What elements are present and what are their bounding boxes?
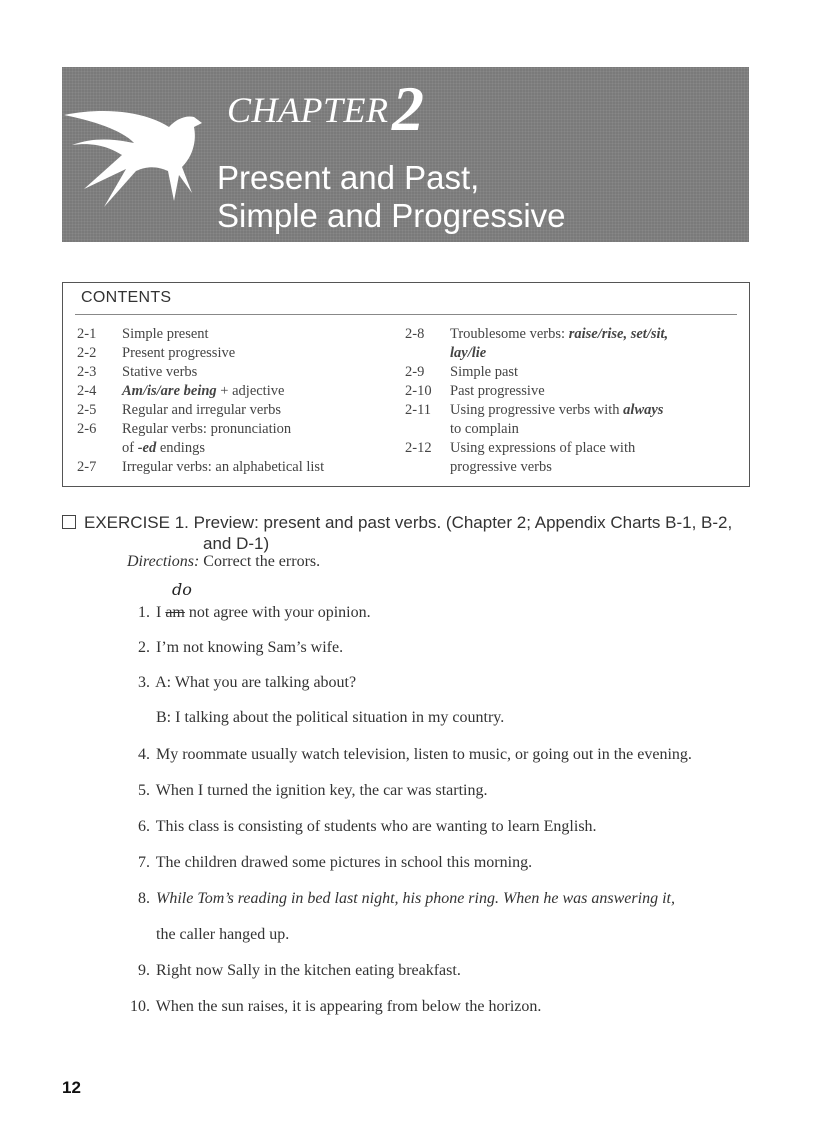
toc-title-emphasis: always — [623, 402, 664, 418]
item-text: This class is consisting of students who are wanting to learn English. — [155, 818, 597, 835]
toc-item — [405, 401, 745, 420]
item-text: The children drawed some pictures in school this morning. — [155, 854, 533, 871]
item-number: 5. — [138, 782, 150, 799]
item-number: 10. — [130, 998, 150, 1015]
toc-item — [77, 382, 397, 401]
item-number: 2. — [138, 639, 150, 656]
item-number: 6. — [138, 818, 150, 835]
chapter-number: 2 — [392, 73, 424, 144]
toc-title-emphasis: lay/lie — [450, 345, 487, 361]
page-number: 12 — [62, 1078, 81, 1097]
exercise-title: Preview: present and past verbs. (Chapter 2; Appendix Charts B-1, B-2, — [193, 513, 733, 532]
toc-number: 2-10 — [405, 383, 432, 399]
exercise-item — [112, 890, 675, 908]
toc-number: 2-11 — [405, 402, 432, 418]
exercise-item — [112, 674, 356, 692]
toc-title-emphasis: Am/is/are being — [122, 383, 217, 399]
toc-item-continuation — [405, 344, 745, 363]
chapter-label: CHAPTER — [227, 90, 389, 130]
exercise-directions — [127, 553, 320, 571]
item-text: Right now Sally in the kitchen eating breakfast. — [156, 962, 461, 979]
toc-item-continuation — [405, 458, 745, 477]
item-text: A: What you are talking about? — [155, 674, 357, 691]
toc-number: 2-6 — [77, 421, 97, 437]
exercise-item — [112, 709, 504, 727]
toc-number: 2-2 — [77, 345, 97, 361]
toc-title-emphasis: -ed — [137, 440, 157, 456]
toc-item — [77, 363, 397, 382]
item-number: 4. — [138, 746, 150, 763]
toc-title-rest: + adjective — [216, 383, 285, 399]
item-number: 8. — [138, 890, 150, 907]
contents-heading: CONTENTS — [81, 289, 172, 306]
toc-number: 2-4 — [77, 383, 97, 399]
toc-title: Simple past — [450, 364, 519, 380]
toc-title-emphasis: raise/rise, set/sit, — [568, 326, 669, 342]
item-number: 9. — [138, 962, 150, 979]
directions-text: Correct the errors. — [203, 553, 321, 570]
toc-title: Regular and irregular verbs — [122, 402, 282, 418]
toc-item — [405, 439, 745, 458]
struck-word: am — [165, 604, 185, 621]
handwritten-correction: do — [172, 580, 192, 599]
item-number: 3. — [138, 674, 150, 691]
toc-title: of -ed endings — [122, 440, 205, 456]
toc-item — [405, 325, 745, 344]
exercise-item — [112, 782, 487, 800]
contents-left-column — [77, 325, 397, 477]
contents-right-column — [405, 325, 745, 477]
toc-item — [77, 420, 397, 439]
exercise-checkbox[interactable] — [62, 515, 76, 529]
item-text: My roommate usually watch television, listen to music, or going out in the evening. — [156, 746, 692, 763]
exercise-title-continuation: and D-1) — [203, 534, 270, 553]
exercise-item — [112, 818, 597, 836]
exercise-item — [112, 854, 532, 872]
toc-item-continuation — [405, 420, 745, 439]
exercise-item — [112, 639, 343, 657]
toc-title: Stative verbs — [122, 364, 198, 380]
toc-title: progressive verbs — [450, 459, 552, 475]
toc-item-continuation — [77, 439, 397, 458]
item-number: 1. — [138, 604, 150, 621]
toc-title: Using progressive verbs with always — [450, 402, 664, 418]
item-text: B: I talking about the political situation in my country. — [156, 709, 505, 726]
toc-item — [77, 401, 397, 420]
chapter-title-line1: Present and Past, — [217, 159, 480, 196]
item-text: While Tom’s reading in bed last night, his phone ring. When he was answering it, — [156, 890, 675, 907]
toc-title: to complain — [450, 421, 519, 437]
exercise-item — [112, 998, 541, 1016]
toc-number: 2-8 — [405, 326, 425, 342]
toc-title: Past progressive — [450, 383, 545, 399]
exercise-item — [112, 926, 289, 944]
toc-number: 2-9 — [405, 364, 425, 380]
toc-number: 2-5 — [77, 402, 97, 418]
toc-title: Regular verbs: pronunciation — [122, 421, 292, 437]
toc-number: 2-1 — [77, 326, 97, 342]
item-number: 7. — [138, 854, 150, 871]
exercise-label: EXERCISE 1. — [84, 513, 189, 532]
toc-item — [77, 325, 397, 344]
chapter-banner — [62, 67, 749, 242]
directions-label: Directions: — [127, 553, 200, 570]
contents-divider — [75, 314, 737, 315]
toc-title: Irregular verbs: an alphabetical list — [122, 459, 325, 475]
toc-title: Using expressions of place with — [450, 440, 636, 456]
chapter-title-line2: Simple and Progressive — [217, 197, 566, 234]
toc-item — [405, 382, 745, 401]
toc-title: Present progressive — [122, 345, 236, 361]
toc-item — [405, 363, 745, 382]
toc-item — [77, 344, 397, 363]
contents-box — [62, 282, 750, 487]
exercise-item — [112, 962, 461, 980]
item-text: I’m not knowing Sam’s wife. — [156, 639, 344, 656]
toc-title — [122, 382, 397, 401]
toc-title: Simple present — [122, 326, 209, 342]
toc-item — [77, 458, 397, 477]
toc-title: Troublesome verbs: raise/rise, set/sit, — [450, 326, 669, 342]
exercise-item: 1. I am not agree with your opinion. — [112, 604, 371, 622]
toc-number: 2-7 — [77, 459, 97, 475]
exercise-item — [112, 746, 692, 764]
item-text: When I turned the ignition key, the car was starting. — [155, 782, 488, 799]
toc-number: 2-12 — [405, 440, 432, 456]
exercise-heading — [62, 513, 752, 533]
toc-number: 2-3 — [77, 364, 97, 380]
item-text: the caller hanged up. — [156, 926, 290, 943]
item-text: When the sun raises, it is appearing from below the horizon. — [155, 998, 542, 1015]
